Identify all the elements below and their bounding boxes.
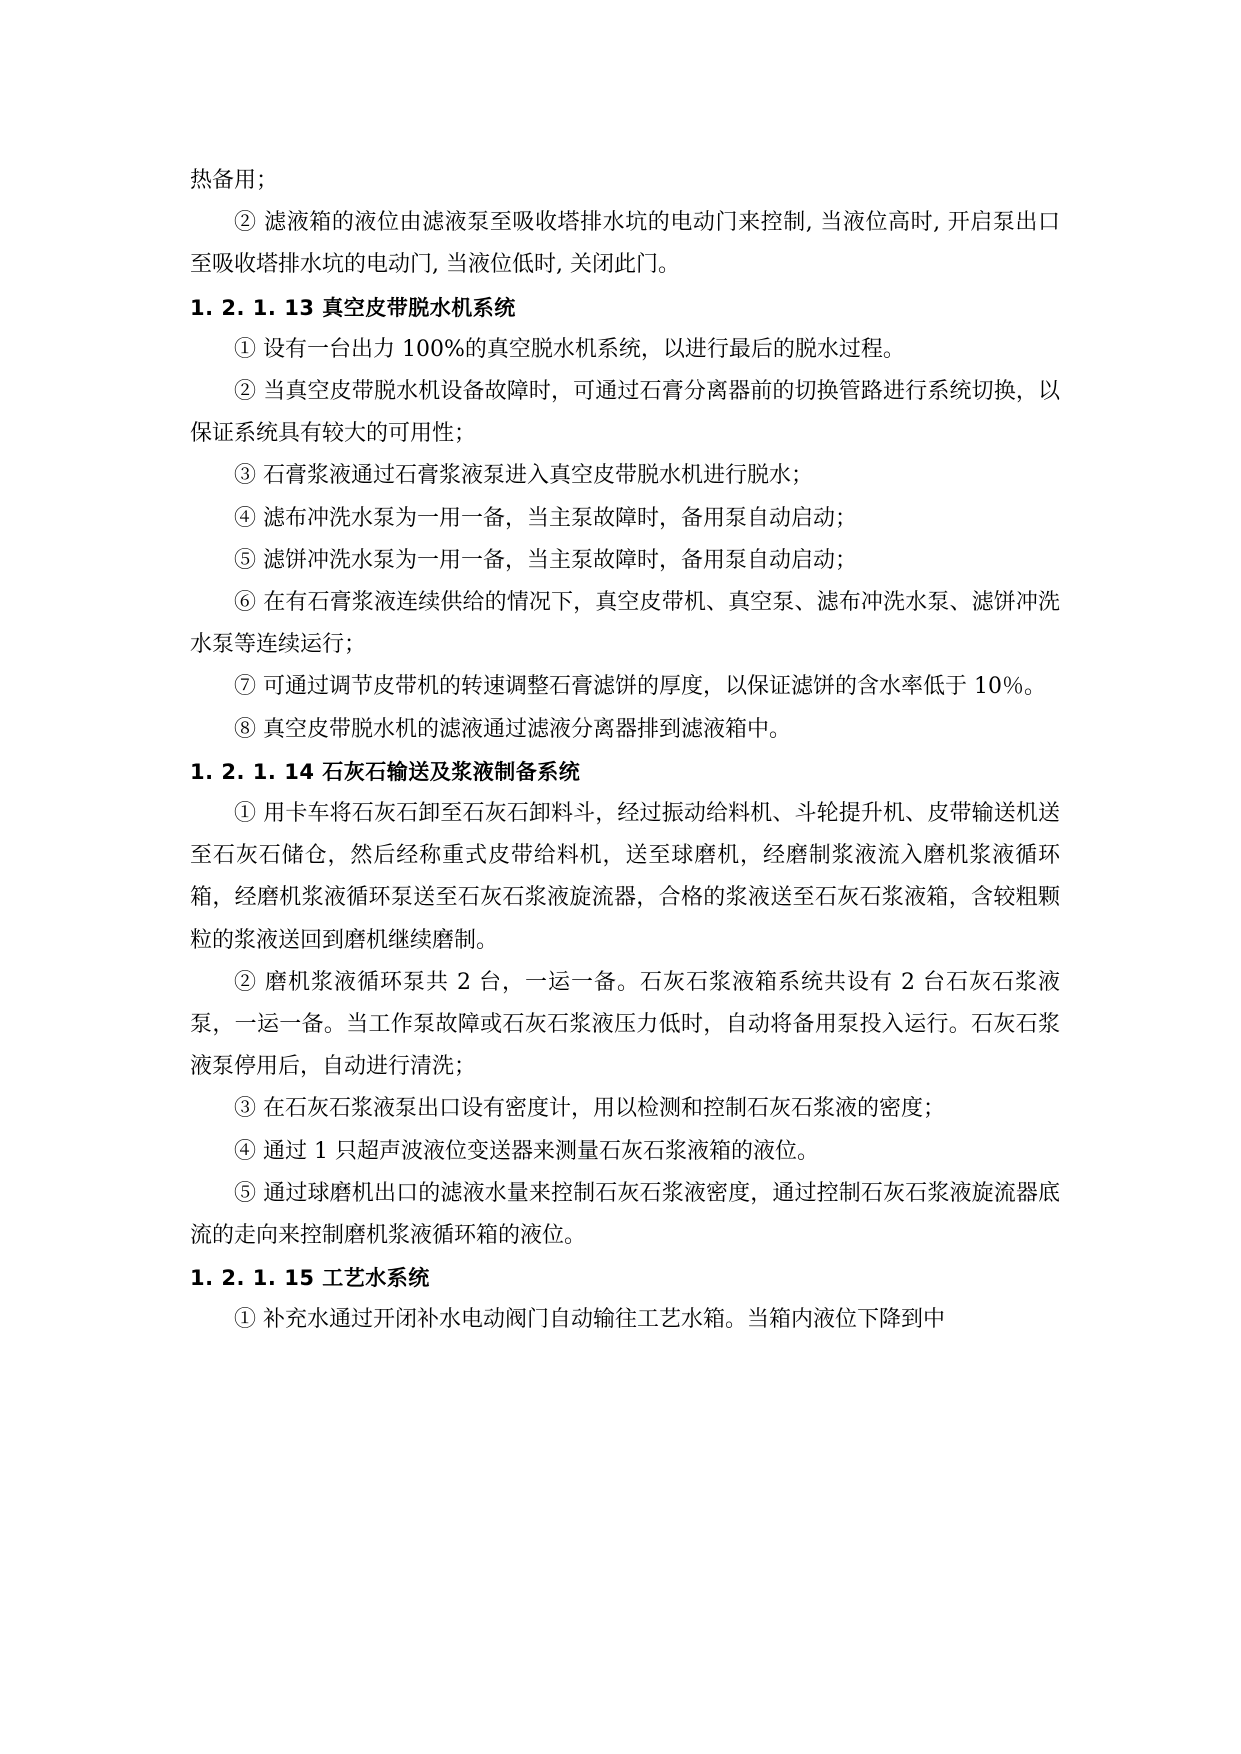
paragraph: ① 补充水通过开闭补水电动阀门自动输往工艺水箱。当箱内液位下降到中	[234, 1307, 945, 1333]
paragraph: ② 滤液箱的液位由滤液泵至吸收塔排水坑的电动门来控制, 当液位高时, 开启泵出口至吸收塔排水坑的电动门, 当液位低时, 关闭此门。	[190, 210, 1060, 278]
paragraph: ⑤ 滤饼冲洗水泵为一用一备，当主泵故障时，备用泵自动启动；	[234, 547, 857, 573]
paragraph: ② 当真空皮带脱水机设备故障时，可通过石膏分离器前的切换管路进行系统切换，以保证系统具有较大的可用性；	[190, 379, 1060, 447]
document-page	[190, 160, 1060, 1342]
paragraph: ② 磨机浆液循环泵共 2 台，一运一备。石灰石浆液箱系统共设有 2 台石灰石浆液泵，一运一备。当工作泵故障或石灰石浆液压力低时，自动将备用泵投入运行。石灰石浆液泵停用后，自动进行清洗；	[190, 969, 1060, 1080]
paragraph: ⑥ 在有石膏浆液连续供给的情况下，真空皮带机、真空泵、滤布冲洗水泵、滤饼冲洗水泵等连续运行；	[190, 590, 1060, 658]
paragraph: ③ 在石灰石浆液泵出口设有密度计，用以检测和控制石灰石浆液的密度；	[234, 1096, 945, 1122]
paragraph: ① 设有一台出力 100%的真空脱水机系统，以进行最后的脱水过程。	[234, 336, 905, 362]
paragraph: ⑧ 真空皮带脱水机的滤液通过滤液分离器排到滤液箱中。	[234, 716, 791, 742]
paragraph: ④ 滤布冲洗水泵为一用一备，当主泵故障时，备用泵自动启动；	[234, 505, 857, 531]
paragraph: ⑦ 可通过调节皮带机的转速调整石膏滤饼的厚度，以保证滤饼的含水率低于 10％。	[234, 674, 1046, 700]
section-heading: 1. 2. 1. 14 石灰石输送及浆液制备系统	[190, 759, 581, 784]
paragraph: ④ 通过 1 只超声波液位变送器来测量石灰石浆液箱的液位。	[234, 1138, 819, 1164]
paragraph: 热备用；	[190, 168, 279, 193]
paragraph: ③ 石膏浆液通过石膏浆液泵进入真空皮带脱水机进行脱水；	[234, 463, 813, 489]
section-heading: 1. 2. 1. 13 真空皮带脱水机系统	[190, 295, 516, 320]
section-heading: 1. 2. 1. 15 工艺水系统	[190, 1266, 430, 1291]
paragraph: ⑤ 通过球磨机出口的滤液水量来控制石灰石浆液密度，通过控制石灰石浆液旋流器底流的走向来控制磨机浆液循环箱的液位。	[190, 1180, 1060, 1249]
paragraph: ① 用卡车将石灰石卸至石灰石卸料斗，经过振动给料机、斗轮提升机、皮带输送机送至石灰石储仓，然后经称重式皮带给料机，送至球磨机，经磨制浆液流入磨机浆液循环箱，经磨机浆液循环泵送至石灰石浆液旋流器，合格的浆液送至石灰石浆液箱，含较粗颗粒的浆液送回到磨机继续磨制。	[190, 801, 1060, 953]
